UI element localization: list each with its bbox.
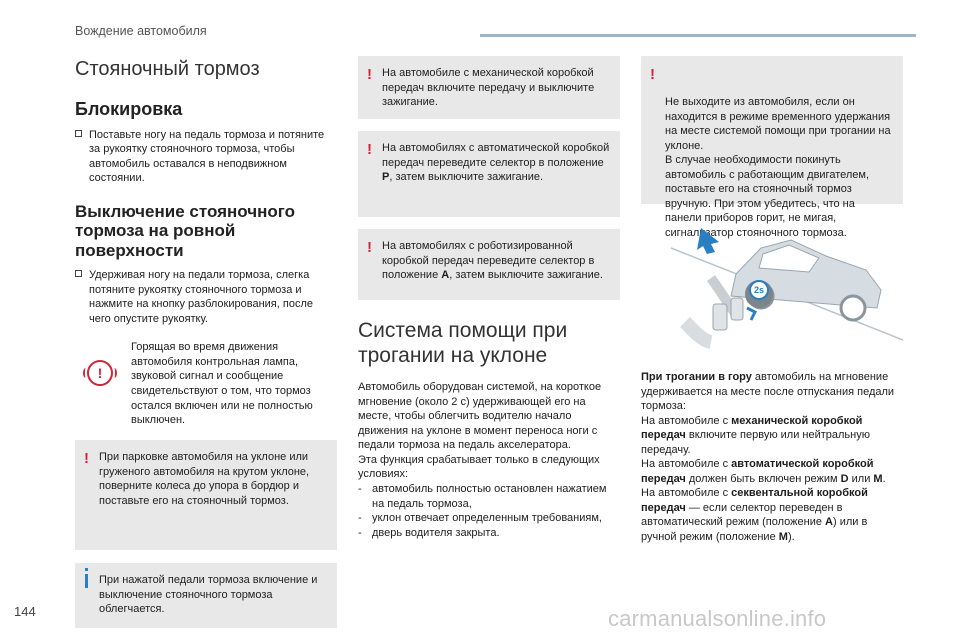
- hill-start-illustration: [641, 212, 903, 362]
- auto-box-text: На автомобилях с автоматической коробкой передач переведите селектор в положение: [382, 142, 610, 169]
- column-2: [358, 56, 620, 540]
- hill-assist-title: Система помощи при трогании на уклоне: [358, 319, 568, 368]
- do-not-leave-warning-box: [641, 56, 903, 239]
- automatic-gearbox-warning-box: [358, 131, 620, 217]
- warning-exclamation-icon: !: [84, 450, 89, 468]
- warning-exclamation-icon: !: [367, 66, 372, 83]
- parking-box-text: При парковке автомобиля на уклоне или груженого автомобиля на крутом уклоне, поверните колеса до упора в бордюр и поставьте его на стояночный тормоз.: [99, 451, 310, 507]
- lock-instruction: [75, 128, 337, 186]
- manual-box-text: На автомобиле с механической коробкой передач включите передачу и выключите зажигание.: [382, 67, 595, 109]
- condition-item: - уклон отвечает определенным требованиям,: [358, 512, 602, 525]
- checkbox-bullet-icon: [75, 270, 82, 277]
- section-title: Стояночный тормоз: [75, 58, 260, 80]
- info-icon-bar: [85, 574, 88, 588]
- manual-gearbox-text: На автомобиле с механической коробкой передач включите первую или нейтральную передачу.: [641, 414, 870, 456]
- manual-gearbox-warning-box: [358, 56, 620, 119]
- column-3: [641, 56, 903, 544]
- hill-assist-description: Автомобиль оборудован системой, на короткое мгновение (около 2 с) удерживающей его на месте, чтобы облегчить водителю начало движения на уклоне в момент переноса ноги с педали тормоза на педаль акселератора.: [358, 381, 602, 452]
- watermark: carmanualsonline.info: [608, 606, 827, 631]
- warning-exclamation-icon: !: [367, 239, 372, 256]
- car-on-slope-illustration: [641, 212, 903, 362]
- robot-box-text: На автомобилях с роботизированной коробкой передач переведите селектор в положение: [382, 240, 595, 282]
- info-box: [75, 563, 337, 628]
- warning-exclamation-icon: !: [367, 141, 372, 158]
- page-number: 144: [14, 604, 36, 619]
- header-rule: [480, 34, 916, 37]
- release-instruction: [75, 268, 337, 326]
- column-1: [75, 56, 337, 628]
- brake-warning-lamp-note: [75, 340, 337, 430]
- release-text: Удерживая ногу на педали тормоза, слегка потяните рукоятку стояночного тормоза и нажмите на кнопку разблокирования, после чего опустите рукоятку.: [89, 269, 313, 325]
- checkbox-bullet-icon: [75, 130, 82, 137]
- selector-a: A: [441, 269, 450, 282]
- brake-warning-lamp-icon: !: [87, 360, 113, 386]
- lock-text: Поставьте ногу на педаль тормоза и потяните за рукоятку стояночного тормоза, чтобы автомобиль оставался в неподвижном состоянии.: [89, 128, 325, 185]
- selector-p: P: [382, 171, 390, 184]
- info-icon: [85, 568, 88, 571]
- sequential-gearbox-text: На автомобиле с секвентальной коробкой передач — если селектор переведен в автоматический режим (положение A) или в ручной режим (положение M).: [641, 487, 868, 543]
- release-heading: Выключение стояночного тормоза на ровной поверхности: [75, 201, 296, 260]
- robotized-gearbox-warning-box: [358, 229, 620, 300]
- condition-item: - дверь водителя закрыта.: [358, 526, 500, 539]
- condition-item: - автомобиль полностью остановлен нажатием на педаль тормоза,: [358, 482, 607, 510]
- automatic-gearbox-text: На автомобиле с автоматической коробкой передач должен быть включен режим D или M.: [641, 458, 886, 485]
- parking-warning-box: [75, 440, 337, 550]
- running-header: Вождение автомобиля: [75, 24, 207, 38]
- warning-lamp-text: Горящая во время движения автомобиля контрольная лампа, звуковой сигнал и сообщение свидетельствуют о том, что тормоз остался включен или не полностью выключен.: [131, 341, 313, 427]
- auto-box-text-end: , затем выключите зажигание.: [389, 171, 544, 184]
- info-box-text: При нажатой педали тормоза включение и выключение стояночного тормоза облегчается.: [99, 574, 318, 616]
- warning-exclamation-icon: !: [650, 66, 655, 83]
- lock-heading: Блокировка: [75, 99, 183, 119]
- uphill-start-text: При трогании в гору автомобиль на мгновение удерживается на месте после отпускания педали тормоза:: [641, 371, 895, 413]
- two-seconds-badge: 2s: [749, 280, 769, 300]
- hill-assist-conditions-intro: Эта функция срабатывает только в следующих условиях:: [358, 453, 600, 481]
- warn-box-text: Не выходите из автомобиля, если он находится в режиме временного удержания на месте системой помощи при трогании на уклоне. В случае необходимости покинуть автомобиль с работающим двигателем, поставьте его на стояночный тормоз вручную. При этом убедитесь, что на панели приборов горит, не мигая, сигнализатор стояночного тормоза.: [665, 96, 891, 239]
- robot-box-text-end: , затем выключите зажигание.: [449, 269, 603, 282]
